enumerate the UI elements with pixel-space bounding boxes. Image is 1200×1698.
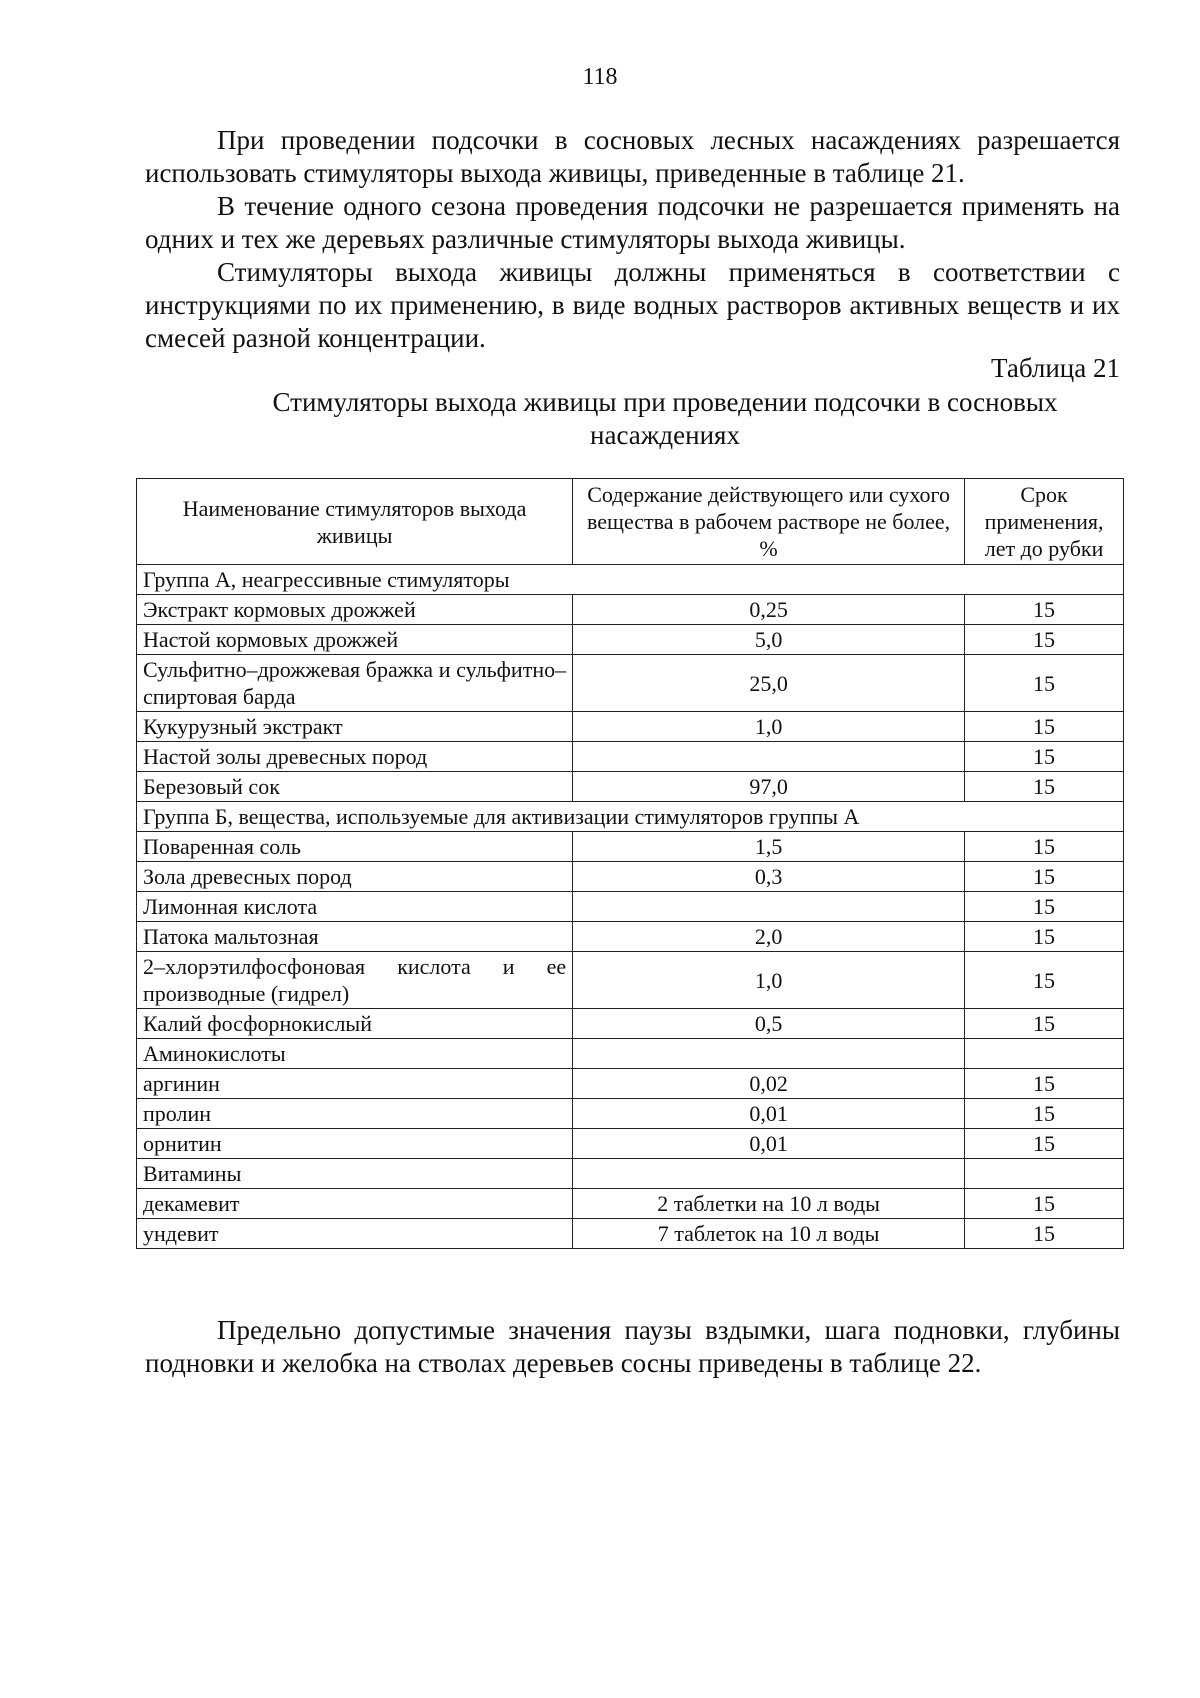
cell-content <box>573 742 965 772</box>
table-row <box>137 1009 1124 1039</box>
table-row <box>137 1099 1124 1129</box>
group-row <box>137 565 1124 595</box>
cell-term: 15 <box>965 832 1124 862</box>
cell-content: 1,5 <box>573 832 965 862</box>
table-row <box>137 1039 1124 1069</box>
cell-name: Аминокислоты <box>137 1039 573 1069</box>
table-row <box>137 655 1124 712</box>
cell-content: 25,0 <box>573 655 965 712</box>
table-label: Таблица 21 <box>991 353 1120 383</box>
table-row <box>137 832 1124 862</box>
cell-content: 2,0 <box>573 922 965 952</box>
table-header-row <box>137 479 1124 565</box>
cell-term: 15 <box>965 892 1124 922</box>
group-a-label: Группа А, неагрессивные стимуляторы <box>137 565 1124 595</box>
cell-name: Патока мальтозная <box>137 922 573 952</box>
group-row <box>137 802 1124 832</box>
group-b-label: Группа Б, вещества, используемые для активизации стимуляторов группы А <box>137 802 1124 832</box>
cell-name: Кукурузный экстракт <box>137 712 573 742</box>
cell-content <box>573 892 965 922</box>
cell-name: орнитин <box>137 1129 573 1159</box>
table-row <box>137 922 1124 952</box>
cell-term: 15 <box>965 862 1124 892</box>
table-row <box>137 1069 1124 1099</box>
cell-term: 15 <box>965 1189 1124 1219</box>
cell-term: 15 <box>965 772 1124 802</box>
header-content: Содержание действующего или сухого вещества в рабочем растворе не более, % <box>573 479 965 565</box>
table-row <box>137 892 1124 922</box>
cell-term <box>965 1159 1124 1189</box>
cell-content: 0,02 <box>573 1069 965 1099</box>
table-row <box>137 862 1124 892</box>
cell-name: пролин <box>137 1099 573 1129</box>
cell-content: 97,0 <box>573 772 965 802</box>
cell-name: 2–хлорэтилфосфоновая кислота и ее производные (гидрел) <box>137 952 573 1009</box>
paragraph: В течение одного сезона проведения подсочки не разрешается применять на одних и тех же деревьях различные стимуляторы выхода живицы. <box>145 191 1120 254</box>
table-row <box>137 1189 1124 1219</box>
cell-term: 15 <box>965 655 1124 712</box>
cell-term: 15 <box>965 952 1124 1009</box>
table-row <box>137 952 1124 1009</box>
cell-name: ундевит <box>137 1219 573 1249</box>
cell-term: 15 <box>965 712 1124 742</box>
cell-name: Сульфитно–дрожжевая бражка и сульфитно–спиртовая барда <box>137 655 573 712</box>
cell-name: декамевит <box>137 1189 573 1219</box>
closing-text <box>145 1314 1120 1380</box>
cell-term: 15 <box>965 1129 1124 1159</box>
paragraph: При проведении подсочки в сосновых лесных насаждениях разрешается использовать стимуляторы выхода живицы, приведенные в таблице 21. <box>145 125 1120 188</box>
cell-name: Настой золы древесных пород <box>137 742 573 772</box>
intro-text <box>145 124 1120 355</box>
cell-term: 15 <box>965 922 1124 952</box>
table-row <box>137 1129 1124 1159</box>
table-row <box>137 625 1124 655</box>
cell-name: Поваренная соль <box>137 832 573 862</box>
cell-term: 15 <box>965 1009 1124 1039</box>
cell-name: Экстракт кормовых дрожжей <box>137 595 573 625</box>
cell-term: 15 <box>965 1069 1124 1099</box>
cell-name: Зола древесных пород <box>137 862 573 892</box>
cell-content: 0,01 <box>573 1129 965 1159</box>
cell-content: 0,5 <box>573 1009 965 1039</box>
cell-term: 15 <box>965 1219 1124 1249</box>
paragraph: Предельно допустимые значения паузы вздымки, шага подновки, глубины подновки и желобка на стволах деревьев сосны приведены в таблице 22. <box>145 1315 1120 1378</box>
cell-term: 15 <box>965 742 1124 772</box>
cell-term <box>965 1039 1124 1069</box>
cell-content: 7 таблеток на 10 л воды <box>573 1219 965 1249</box>
cell-content: 1,0 <box>573 712 965 742</box>
header-name: Наименование стимуляторов выхода живицы <box>137 479 573 565</box>
header-term: Срок применения, лет до рубки <box>965 479 1124 565</box>
cell-content: 5,0 <box>573 625 965 655</box>
table-row <box>137 712 1124 742</box>
cell-name: аргинин <box>137 1069 573 1099</box>
cell-name: Березовый сок <box>137 772 573 802</box>
cell-name: Калий фосфорнокислый <box>137 1009 573 1039</box>
stimulants-table <box>136 478 1124 1249</box>
cell-name: Витамины <box>137 1159 573 1189</box>
cell-content: 2 таблетки на 10 л воды <box>573 1189 965 1219</box>
cell-name: Настой кормовых дрожжей <box>137 625 573 655</box>
cell-term: 15 <box>965 625 1124 655</box>
table-title: Стимуляторы выхода живицы при проведении подсочки в сосновых насаждениях <box>272 387 1058 450</box>
table-row <box>137 1219 1124 1249</box>
cell-content <box>573 1159 965 1189</box>
cell-content: 0,01 <box>573 1099 965 1129</box>
cell-term: 15 <box>965 595 1124 625</box>
cell-content <box>573 1039 965 1069</box>
cell-content: 1,0 <box>573 952 965 1009</box>
cell-content: 0,25 <box>573 595 965 625</box>
page-number: 118 <box>582 64 618 90</box>
table-row <box>137 772 1124 802</box>
paragraph: Стимуляторы выхода живицы должны применяться в соответствии с инструкциями по их применению, в виде водных растворов активных веществ и их смесей разной концентрации. <box>145 257 1120 353</box>
cell-term: 15 <box>965 1099 1124 1129</box>
table-row <box>137 742 1124 772</box>
cell-content: 0,3 <box>573 862 965 892</box>
table-row <box>137 595 1124 625</box>
cell-name: Лимонная кислота <box>137 892 573 922</box>
table-row <box>137 1159 1124 1189</box>
